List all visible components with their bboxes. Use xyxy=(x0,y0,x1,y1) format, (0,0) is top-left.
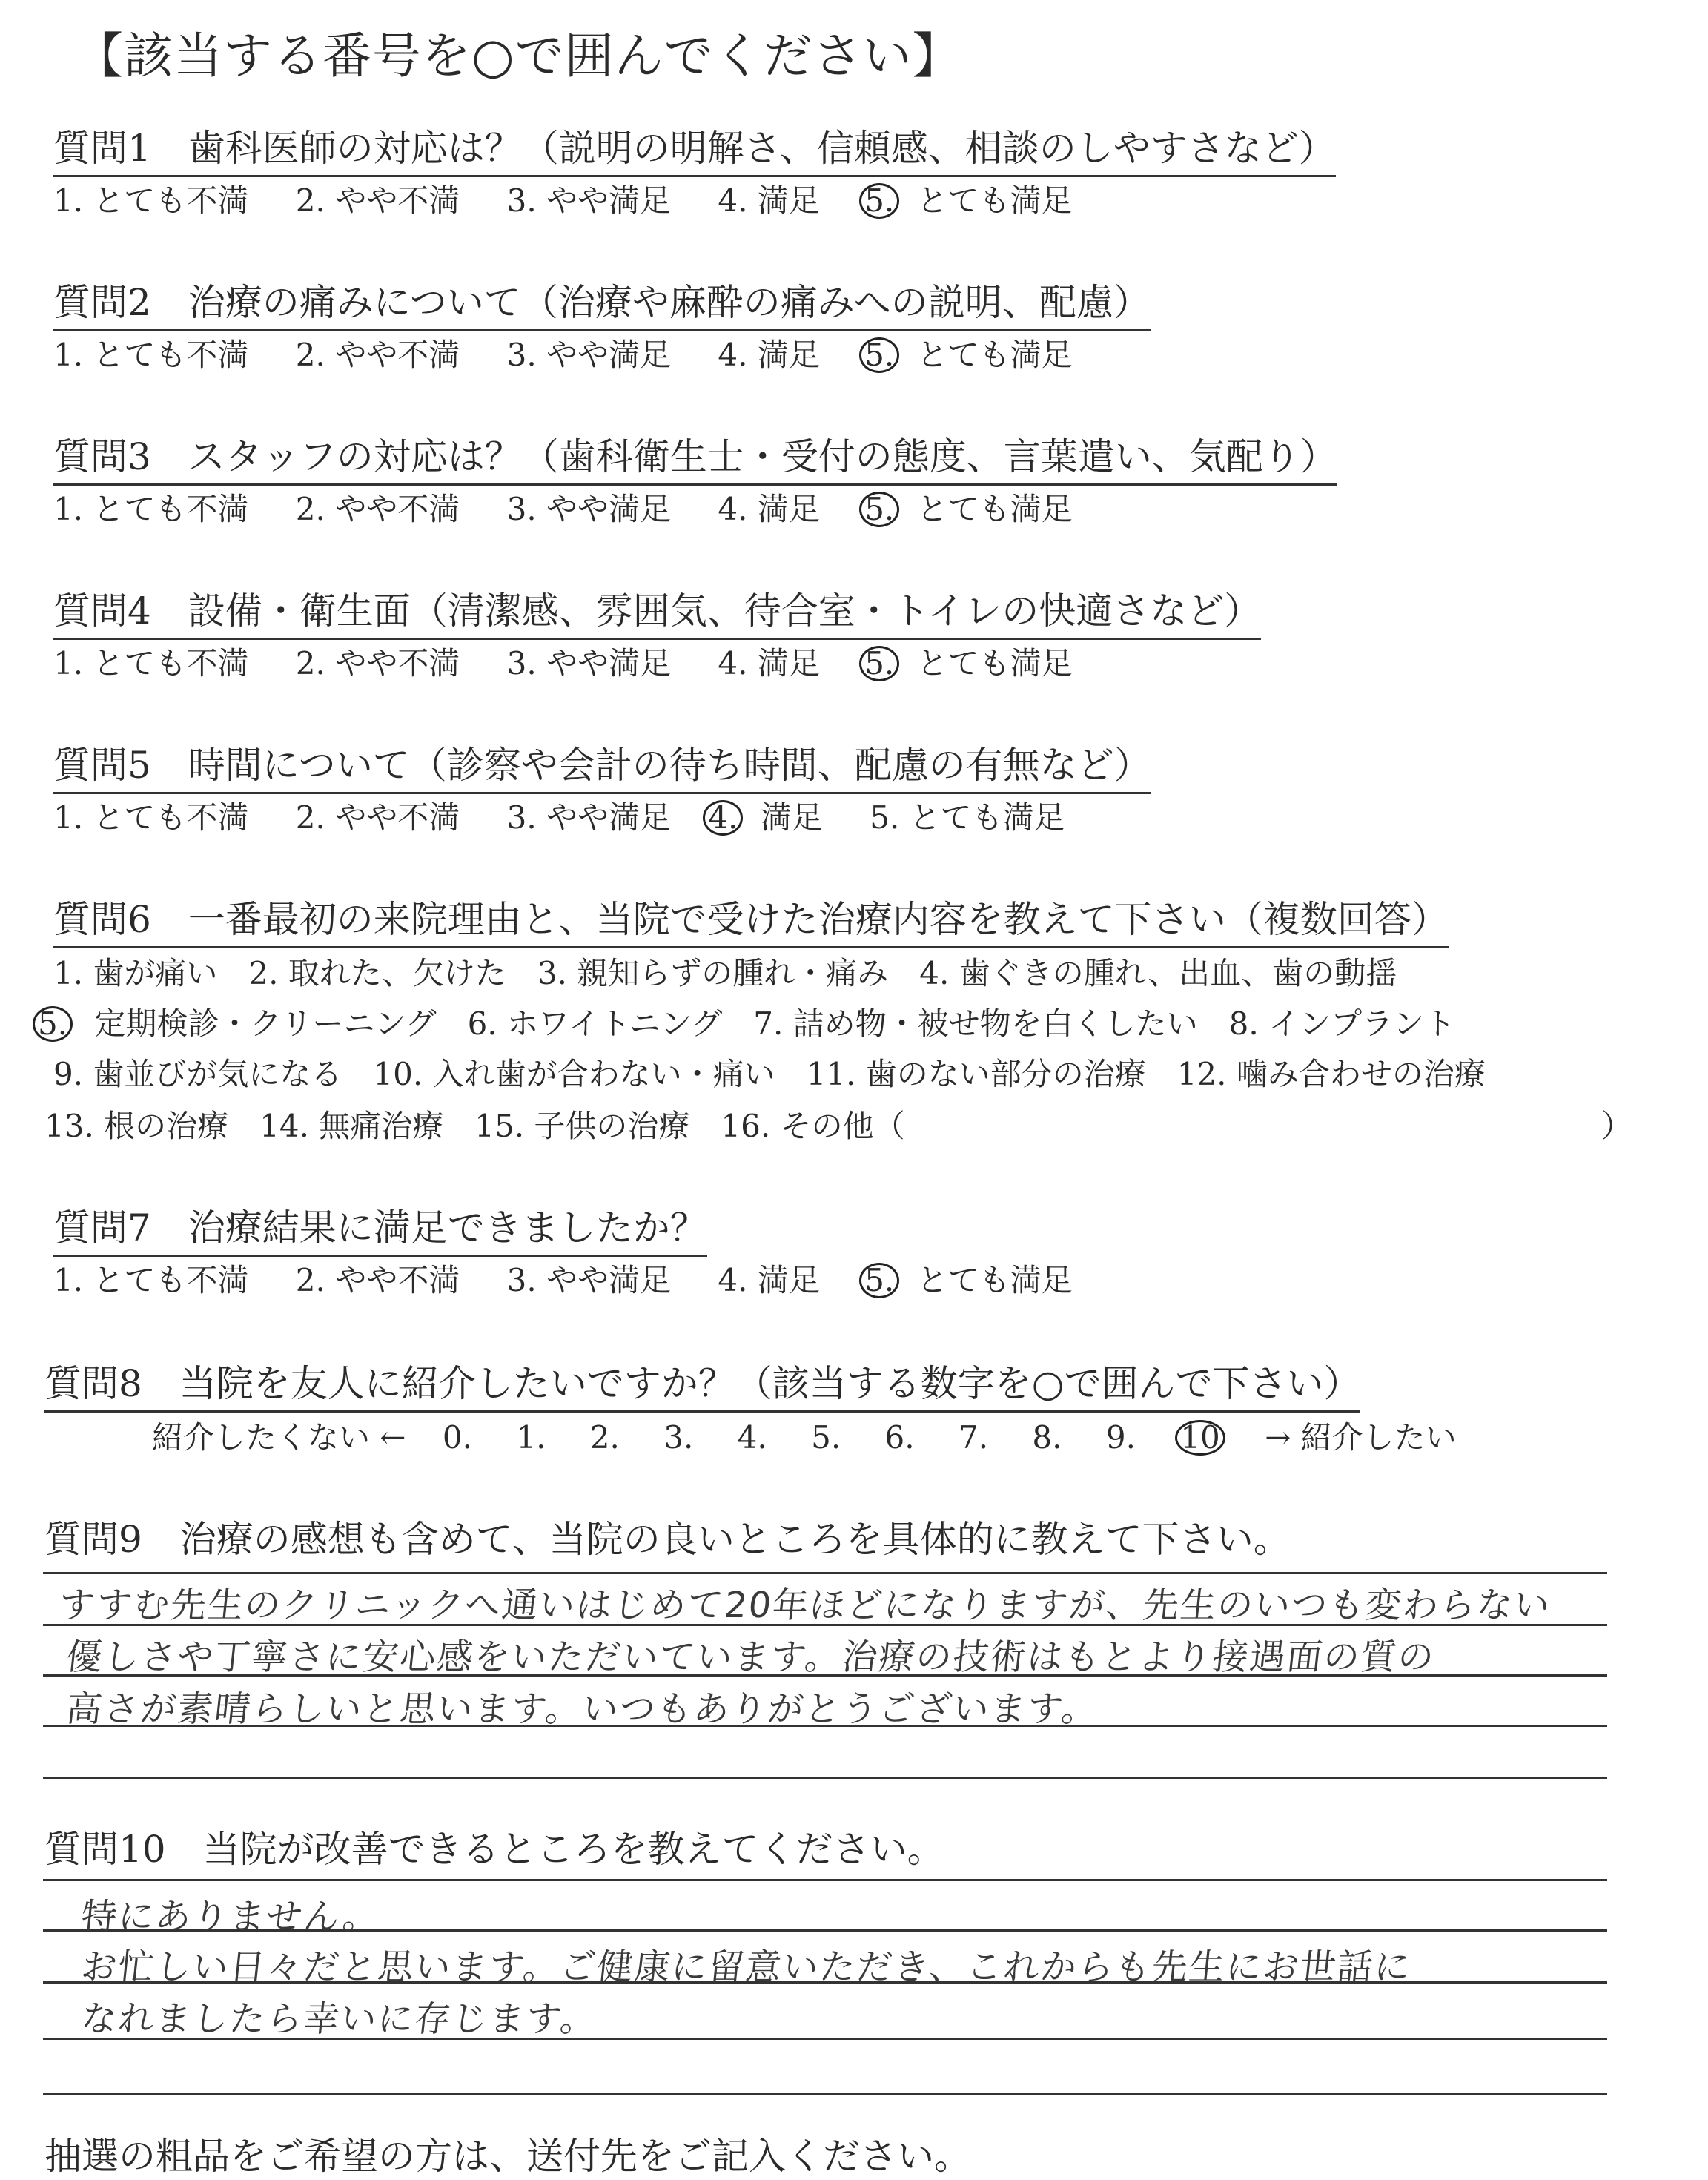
scale-10-circled[interactable]: 10 xyxy=(1175,1420,1225,1456)
answer-line xyxy=(43,1879,1607,1881)
option-3[interactable]: 3. やや満足 xyxy=(506,799,672,836)
option-1[interactable]: 1. とても不満 xyxy=(53,337,249,373)
option-3[interactable]: 3. やや満足 xyxy=(506,1262,672,1298)
question-6-row-2 xyxy=(33,1000,1455,1044)
question-3-options xyxy=(53,485,1073,529)
scale-7[interactable]: 7. xyxy=(958,1419,989,1456)
question-6-title: 質問6 一番最初の来院理由と、当院で受けた治療内容を教えて下さい（複数回答） xyxy=(53,890,1449,948)
scale-2[interactable]: 2. xyxy=(589,1419,620,1456)
option-5-label: とても満足 xyxy=(916,337,1073,373)
answer-line xyxy=(43,2093,1607,2095)
question-3-title: 質問3 スタッフの対応は？（歯科衛生士・受付の態度、言葉遣い、気配り） xyxy=(53,427,1337,486)
handwritten-answer-line-2[interactable]: 優しさや丁寧さに安心感をいただいています。治療の技術はもとより接遇面の質の xyxy=(64,1636,1437,1678)
question-6-row-4[interactable]: 13. 根の治療 14. 無痛治療 15. 子供の治療 16. その他（ xyxy=(44,1108,905,1144)
question-6-row-1[interactable]: 1. 歯が痛い 2. 取れた、欠けた 3. 親知らずの腫れ・痛み 4. 歯ぐきの腫れ、出血、歯の動揺 xyxy=(53,955,1397,991)
option-5-label: とても満足 xyxy=(916,182,1073,219)
option-5-circled[interactable]: 5. xyxy=(859,646,899,681)
handwritten-answer-line-1[interactable]: 特にありません。 xyxy=(79,1896,383,1938)
option-4-circled[interactable]: 4. xyxy=(703,800,743,836)
option-5-circled[interactable]: 5. xyxy=(859,492,899,527)
handwritten-answer-line-3[interactable]: なれましたら幸いに存じます。 xyxy=(79,1998,600,2040)
option-4[interactable]: 4. 満足 xyxy=(718,645,820,681)
option-1[interactable]: 1. とても不満 xyxy=(53,1262,249,1298)
question-9-title: 質問9 治療の感想も含めて、当院の良いところを具体的に教えて下さい。 xyxy=(44,1518,1291,1561)
handwritten-answer-line-1[interactable]: すすむ先生のクリニックへ通いはじめて20年ほどになりますが、先生のいつも変わらない xyxy=(56,1585,1554,1626)
scale-9[interactable]: 9. xyxy=(1105,1419,1136,1456)
option-5-label: とても満足 xyxy=(916,491,1073,527)
option-2[interactable]: 2. やや不満 xyxy=(295,799,460,836)
question-4-options xyxy=(53,639,1073,684)
scale-8[interactable]: 8. xyxy=(1032,1419,1062,1456)
scale-1[interactable]: 1. xyxy=(516,1419,546,1456)
option-1[interactable]: 1. とても不満 xyxy=(53,182,249,219)
option-2[interactable]: 2. やや不満 xyxy=(295,182,460,219)
question-8-title: 質問8 当院を友人に紹介したいですか？（該当する数字を○で囲んで下さい） xyxy=(44,1354,1360,1413)
option-5-circled[interactable]: 5. xyxy=(859,337,899,373)
option-3[interactable]: 3. やや満足 xyxy=(506,491,672,527)
option-4[interactable]: 4. 満足 xyxy=(718,337,820,373)
question-7-options xyxy=(53,1256,1073,1301)
handwritten-answer-line-2[interactable]: お忙しい日々だと思います。ご健康に留意いただき、これからも先生にお世話に xyxy=(79,1946,1414,1988)
question-1-title: 質問1 歯科医師の対応は？（説明の明解さ、信頼感、相談のしやすさなど） xyxy=(53,119,1336,177)
option-row-2-text[interactable]: 定期検診・クリーニング 6. ホワイトニング 7. 詰め物・被せ物を白くしたい 8. インプラント xyxy=(94,1005,1456,1042)
option-4[interactable]: 4. 満足 xyxy=(718,182,820,219)
scale-0[interactable]: 0. xyxy=(442,1419,472,1456)
question-6-row-3[interactable]: 9. 歯並びが気になる 10. 入れ歯が合わない・痛い 11. 歯のない部分の治療 12. 噛み合わせの治療 xyxy=(53,1056,1486,1092)
option-1[interactable]: 1. とても不満 xyxy=(53,799,249,836)
question-5-title: 質問5 時間について（診察や会計の待ち時間、配慮の有無など） xyxy=(53,736,1151,794)
footer-instruction: 抽選の粗品をご希望の方は、送付先をご記入ください。 xyxy=(44,2135,971,2178)
option-3[interactable]: 3. やや満足 xyxy=(506,337,672,373)
question-5-options xyxy=(53,793,1065,838)
scale-5[interactable]: 5. xyxy=(811,1419,841,1456)
question-4-title: 質問4 設備・衛生面（清潔感、雰囲気、待合室・トイレの快適さなど） xyxy=(53,581,1261,640)
question-2-title: 質問2 治療の痛みについて（治療や麻酔の痛みへの説明、配慮） xyxy=(53,273,1151,331)
right-label: → 紹介したい xyxy=(1265,1419,1457,1456)
option-2[interactable]: 2. やや不満 xyxy=(295,337,460,373)
option-4[interactable]: 4. 満足 xyxy=(718,1262,820,1298)
scale-6[interactable]: 6. xyxy=(884,1419,915,1456)
option-5[interactable]: 5. とても満足 xyxy=(870,799,1065,836)
option-2[interactable]: 2. やや不満 xyxy=(295,1262,460,1298)
option-5-circled[interactable]: 5. xyxy=(859,183,899,219)
answer-line xyxy=(43,1572,1607,1574)
option-3[interactable]: 3. やや満足 xyxy=(506,645,672,681)
other-close-paren: ） xyxy=(1601,1108,1633,1144)
option-1[interactable]: 1. とても不満 xyxy=(53,491,249,527)
option-4[interactable]: 4. 満足 xyxy=(718,491,820,527)
option-2[interactable]: 2. やや不満 xyxy=(295,645,460,681)
option-5-label: とても満足 xyxy=(916,645,1073,681)
option-3[interactable]: 3. やや満足 xyxy=(506,182,672,219)
option-4-label: 満足 xyxy=(760,799,823,836)
question-1-options xyxy=(53,176,1073,221)
option-1[interactable]: 1. とても不満 xyxy=(53,645,249,681)
option-5-label: とても満足 xyxy=(916,1262,1073,1298)
scale-3[interactable]: 3. xyxy=(663,1419,694,1456)
scale-4[interactable]: 4. xyxy=(737,1419,767,1456)
question-8-scale xyxy=(152,1413,1457,1458)
form-heading: 【該当する番号を○で囲んでください】 xyxy=(74,27,962,85)
option-5-circled[interactable]: 5. xyxy=(859,1263,899,1298)
question-10-title: 質問10 当院が改善できるところを教えてください。 xyxy=(44,1828,944,1871)
option-5-circled[interactable]: 5. xyxy=(33,1006,73,1042)
handwritten-answer-line-3[interactable]: 高さが素晴らしいと思います。いつもありがとうございます。 xyxy=(64,1688,1101,1730)
answer-line xyxy=(43,1777,1607,1779)
left-label: 紹介したくない ← xyxy=(152,1419,406,1456)
question-7-title: 質問7 治療結果に満足できましたか？ xyxy=(53,1198,707,1257)
question-2-options xyxy=(53,331,1073,375)
option-2[interactable]: 2. やや不満 xyxy=(295,491,460,527)
